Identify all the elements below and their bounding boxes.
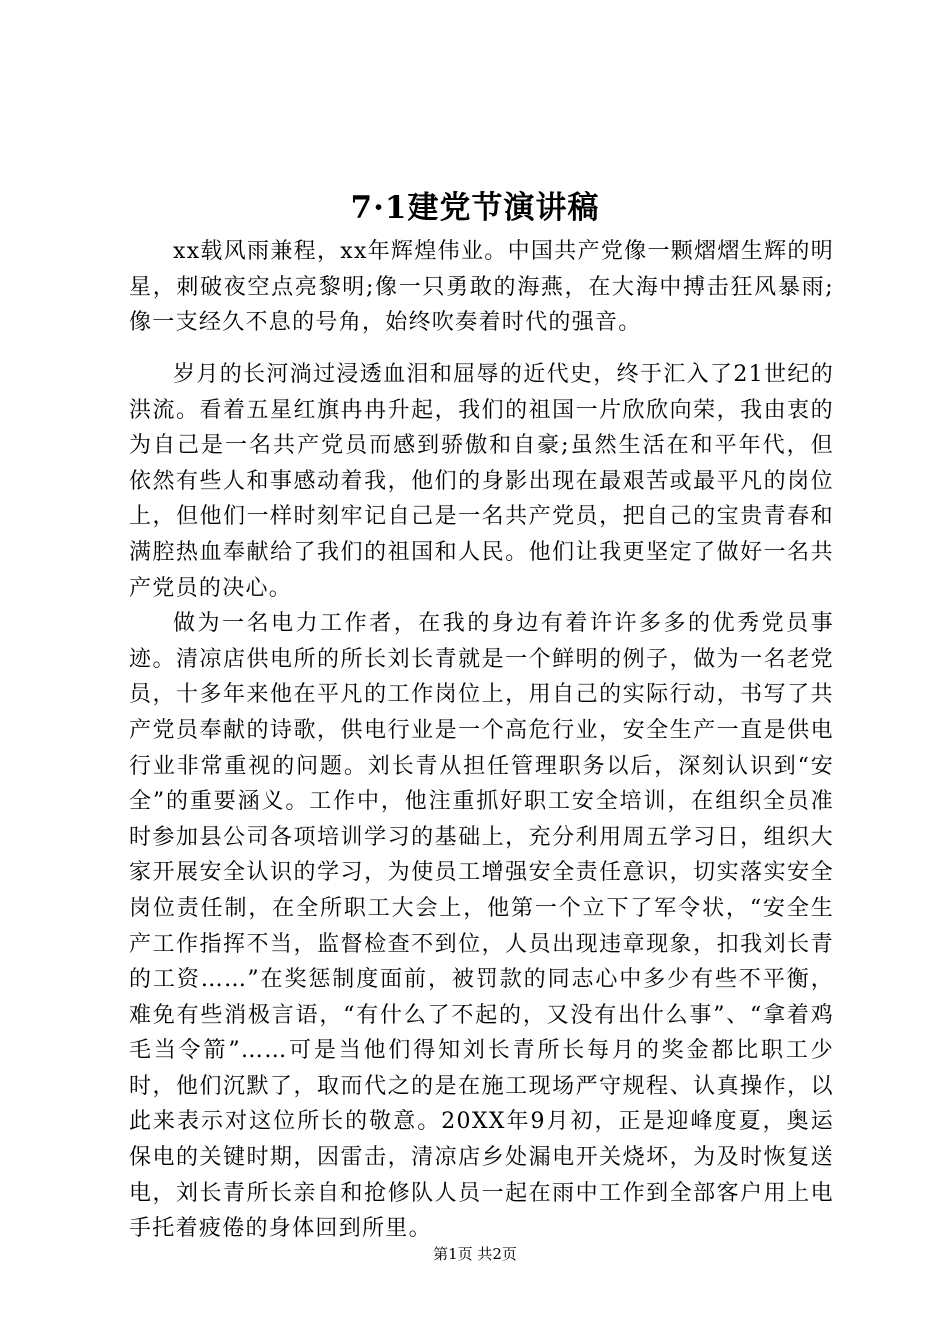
paragraph-1: xx载风雨兼程，xx年辉煌伟业。中国共产党像一颗熠熠生辉的明星，刺破夜空点亮黎明;像一只勇敢的海燕，在大海中搏击狂风暴雨;像一支经久不息的号角，始终吹奏着时代的强音。 xyxy=(129,239,834,336)
intro-section xyxy=(129,234,834,341)
page-title: 7·1建党节演讲稿 xyxy=(350,190,600,226)
body-section xyxy=(129,357,834,1247)
page-footer: 第1页 共2页 xyxy=(433,1245,517,1263)
paragraph-3: 做为一名电力工作者，在我的身边有着许许多多的优秀党员事迹。清凉店供电所的所长刘长青就是一个鲜明的例子，做为一名老党员，十多年来他在平凡的工作岗位上，用自己的实际行动，书写了共产党员奉献的诗歌，供电行业是一个高危行业，安全生产一直是供电行业非常重视的问题。刘长青从担任管理职务以后，深刻认识到“安全”的重要涵义。工作中，他注重抓好职工安全培训，在组织全员准时参加县公司各项培训学习的基础上，充分利用周五学习日，组织大家开展安全认识的学习，为使员工增强安全责任意识，切实落实安全岗位责任制，在全所职工大会上，他第一个立下了军令状，“安全生产工作指挥不当，监督检查不到位，人员出现违章现象，扣我刘长青的工资……”在奖惩制度面前，被罚款的同志心中多少有些不平衡，难免有些消极言语，“有什么了不起的，又没有出什么事”、“拿着鸡毛当令箭”……可是当他们得知刘长青所长每月的奖金都比职工少时，他们沉默了，取而代之的是在施工现场严守规程、认真操作，以此来表示对这位所长的敬意。20XX年9月初，正是迎峰度夏，奥运保电的关键时期，因雷击，清凉店乡处漏电开关烧坏，为及时恢复送电，刘长青所长亲自和抢修队人员一起在雨中工作到全部客户用上电手托着疲倦的身体回到所里。 xyxy=(129,611,834,1242)
paragraph-2: 岁月的长河淌过浸透血泪和屈辱的近代史，终于汇入了21世纪的洪流。看着五星红旗冉冉升起，我们的祖国一片欣欣向荣，我由衷的为自己是一名共产党员而感到骄傲和自豪;虽然生活在和平年代，但依然有些人和事感动着我，他们的身影出现在最艰苦或最平凡的岗位上，但他们一样时刻牢记自己是一名共产党员，把自己的宝贵青春和满腔热血奉献给了我们的祖国和人民。他们让我更坚定了做好一名共产党员的决心。 xyxy=(129,362,834,601)
